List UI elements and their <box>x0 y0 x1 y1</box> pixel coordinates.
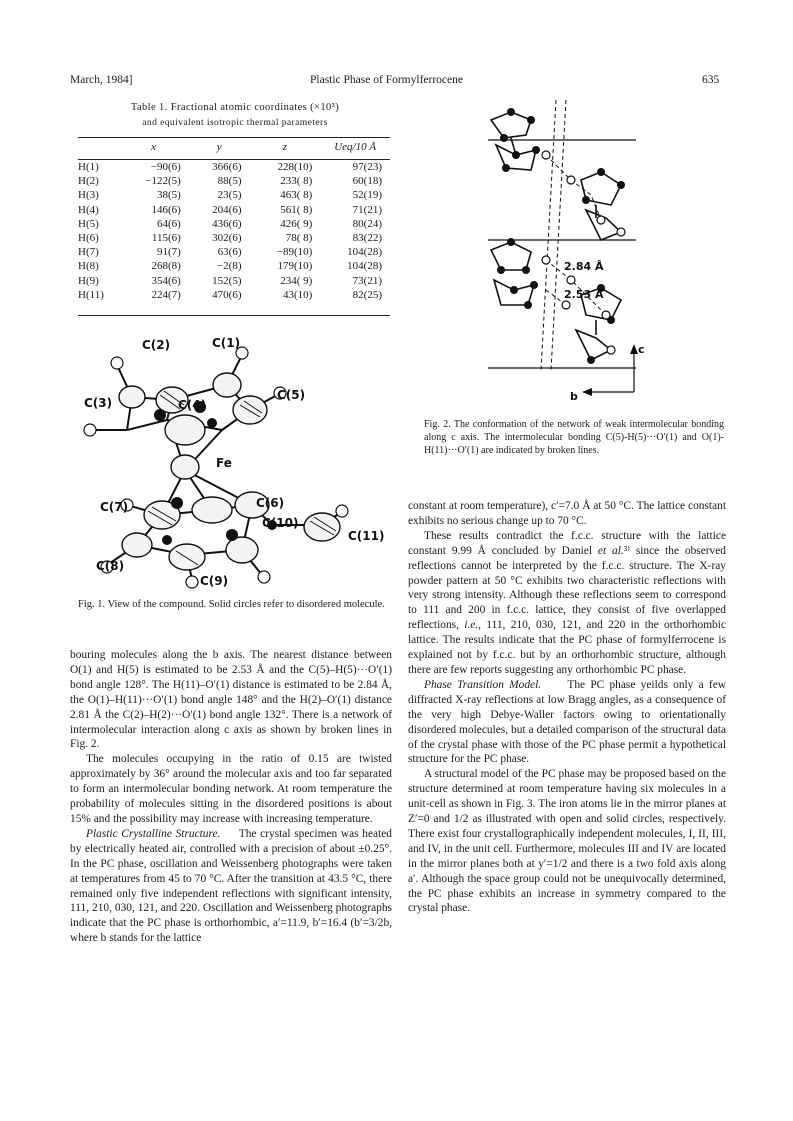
value-cell: 80(24) <box>352 217 382 230</box>
value-cell: 38(5) <box>156 189 181 202</box>
abbrev-ie: i.e., <box>464 619 481 632</box>
atom-label-fe: Fe <box>216 456 232 470</box>
citation-etal: et al. <box>597 544 624 557</box>
table-row <box>78 231 390 245</box>
atom-label-c2: C(2) <box>142 338 171 352</box>
table-row <box>78 217 390 231</box>
value-cell: 60(18) <box>352 175 382 188</box>
value-cell: 470(6) <box>212 288 242 301</box>
left-column-text <box>70 648 392 946</box>
atom-label-c10: C(10) <box>262 516 299 530</box>
atom-name-cell: H(5) <box>78 217 99 230</box>
value-cell: 82(25) <box>352 288 382 301</box>
paragraph: bouring molecules along the b axis. The nearest distance between O(1) and H(5) is estimated to be 2.53 Å and the C(5)–H(5)···O′(1) bond angle 128°. The H(11)–O′(1) distance is estimated to be 2.84 Å, the O(1)–H(11)···O′(1) bond angle 148° and the H(2)–O′(1) distance 2.81 Å the C(2)–H(2)···O′(1) bond angle 132°. There is a network of intermolecular interaction along c axis as shown by broken lines in Fig. 2. <box>70 649 392 751</box>
table-row <box>78 274 390 288</box>
value-cell: 78( 8) <box>285 232 313 245</box>
page-number: 635 <box>702 74 720 86</box>
table-row <box>78 288 390 302</box>
value-cell: 179(10) <box>277 260 313 273</box>
value-cell: 52(19) <box>352 189 382 202</box>
running-header-date: March, 1984] <box>70 74 133 86</box>
atom-name-cell: H(8) <box>78 260 99 273</box>
value-cell: 73(21) <box>352 274 382 287</box>
paragraph <box>70 827 392 946</box>
value-cell: 83(22) <box>352 232 382 245</box>
atom-label-c7: C(7) <box>100 500 129 514</box>
value-cell: −90(6) <box>150 161 181 173</box>
table-row <box>78 245 390 259</box>
atom-name-cell: H(3) <box>78 189 99 202</box>
value-cell: 63(6) <box>217 246 242 259</box>
figure-2-caption: Fig. 2. The conformation of the network of weak intermolecular bonding along c axis. The intermolecular bonding C(5)-H(5)···O′(1) and O(1)-H(11)···O′(1) are indicated by broken lines. <box>424 419 724 456</box>
value-cell: −122(5) <box>145 175 181 188</box>
value-cell: 233( 8) <box>280 175 313 188</box>
value-cell: 463( 8) <box>280 189 313 202</box>
value-cell: 71(21) <box>352 203 382 216</box>
table-row <box>78 188 390 202</box>
running-header-title: Plastic Phase of Formylferrocene <box>310 74 463 86</box>
paragraph-text: 111, 210, 030, 121, and 220 in the orthorhombic lattice. The results indicate that the PC phase of formylferrocene is explained not by f.c.c. but by an orthorhombic structure, although there are few reports suggesting any orthorhombic PC phase. <box>408 619 726 676</box>
paragraph: constant at room temperature), c′=7.0 Å at 50 °C. The lattice constant exhibits no serious change up to 70 °C. <box>408 500 726 527</box>
value-cell: 268(8) <box>151 260 181 273</box>
value-cell: 228(10) <box>277 161 313 173</box>
atom-name-cell: H(7) <box>78 246 99 259</box>
axis-label-b: b <box>570 390 578 403</box>
atom-name-cell: H(6) <box>78 232 99 245</box>
distance-label-2-84: 2.84 Å <box>564 260 604 273</box>
value-cell: 88(5) <box>217 175 242 188</box>
value-cell: −89(10) <box>276 246 313 259</box>
atom-name-cell: H(1) <box>78 161 99 173</box>
value-cell: 224(7) <box>151 288 181 301</box>
atom-label-c6: C(6) <box>256 496 285 510</box>
table-header-cell: Ueq/10 Å <box>320 138 390 160</box>
section-heading: Phase Transition Model. <box>424 678 542 691</box>
table-caption-line2: and equivalent isotropic thermal parameters <box>142 117 328 128</box>
value-cell: 436(6) <box>212 217 242 230</box>
figure-1-caption: Fig. 1. View of the compound. Solid circles refer to disordered molecule. <box>78 599 385 610</box>
table-caption-line1: Table 1. Fractional atomic coordinates (×10³) <box>130 102 340 113</box>
value-cell: 115(6) <box>151 232 181 245</box>
paragraph <box>408 678 726 767</box>
value-cell: 302(6) <box>212 232 242 245</box>
value-cell: 204(6) <box>212 203 242 216</box>
value-cell: 152(5) <box>212 274 242 287</box>
paragraph: The molecules occupying in the ratio of 0.15 are twisted approximately by 36° around the molecular axis and too far separated to form an intermolecular bonding network. At room temperature the probability of molecules sitting in the disordered positions is about 15% and the possibility may increase with increasing temperature. <box>70 753 392 825</box>
value-cell: 234( 9) <box>280 274 313 287</box>
table-header-cell <box>78 138 118 160</box>
section-heading: Plastic Crystalline Structure. <box>86 827 221 840</box>
table-header-cell: y <box>189 138 250 160</box>
atom-label-c1: C(1) <box>212 336 241 350</box>
paragraph-text: These results contradict the f.c.c. structure with the lattice constant 9.99 Å concluded by Daniel <box>408 529 726 557</box>
atom-label-c11: C(11) <box>348 529 385 543</box>
table-bottom-rule <box>78 315 390 316</box>
value-cell: 146(6) <box>151 203 181 216</box>
paragraph-text: since the observed reflections cannot be interpreted by the f.c.c. structure. The X-ray powder pattern at 50 °C exhibits two characteristic reflections with very strong intensity. Although these reflections seem to correspond to 111 and 200 in f.c.c. lattice, they consist of five overlapped reflections, <box>408 544 727 632</box>
value-cell: 354(6) <box>151 274 181 287</box>
atom-name-cell: H(11) <box>78 288 104 301</box>
coordinates-table <box>78 138 390 302</box>
value-cell: 64(6) <box>156 217 181 230</box>
value-cell: 91(7) <box>156 246 181 259</box>
table-row <box>78 174 390 188</box>
atom-name-cell: H(2) <box>78 175 99 188</box>
table-header-cell: z <box>250 138 321 160</box>
table-row <box>78 259 390 273</box>
value-cell: 23(5) <box>217 189 242 202</box>
value-cell: 561( 8) <box>280 203 313 216</box>
atom-label-c3: C(3) <box>84 396 113 410</box>
atom-label-c8: C(8) <box>96 559 125 573</box>
table-header-cell: x <box>118 138 189 160</box>
atom-label-c9: C(9) <box>200 574 229 588</box>
atom-label-c4: C(4) <box>178 398 207 412</box>
atom-name-cell: H(4) <box>78 203 99 216</box>
atom-name-cell: H(9) <box>78 274 99 287</box>
figure-2-network <box>486 100 646 410</box>
value-cell: 43(10) <box>282 288 313 301</box>
figure-1-molecule <box>72 335 402 595</box>
value-cell: 426( 9) <box>280 217 313 230</box>
value-cell: 97(23) <box>352 161 382 173</box>
distance-label-2-53: 2.53 Å <box>564 288 604 301</box>
value-cell: −2(8) <box>216 260 242 273</box>
value-cell: 104(28) <box>347 246 382 259</box>
table-header-row <box>78 138 390 160</box>
axis-label-c: c <box>638 343 645 356</box>
right-column-text <box>408 499 726 916</box>
paragraph <box>408 529 726 678</box>
citation-ref: ³⁾ <box>623 544 630 557</box>
value-cell: 366(6) <box>212 161 242 173</box>
value-cell: 104(28) <box>347 260 382 273</box>
paragraph: A structural model of the PC phase may be proposed based on the structure determined at room temperature having six molecules in a unit-cell as shown in Fig. 3. The iron atoms lie in the mirror planes at Z′=0 and 1/2 as illustrated with open and solid circles, respectively. There exist four crystallographically independent molecules, I, II, III, and IV, in the unit cell. Furthermore, molecules III and IV are located in the mirror planes both at y′=1/2 and there is a two fold axis along a′. Although the space group could not be unequivocally determined, the PC phase exhibits an increase in symmetry compared to the crystal phase. <box>408 768 726 915</box>
table-row <box>78 160 390 175</box>
table-row <box>78 203 390 217</box>
paragraph-text: The crystal specimen was heated by electrically heated air, controlled with a precision of about ±0.25°. In the PC phase, oscillation and Weissenberg photographs were taken at temperatures from 45 to 70 °C. After the transition at 43.5 °C, there remained only five independent reflections with significant intensity, 111, 210, 030, 121, and 220. Oscillation and Weissenberg photographs indicate that the PC phase is orthorhombic, a′=11.9, b′=16.4 (b′=3/2b, where b stands for the lattice <box>70 827 392 945</box>
atom-label-c5: C(5) <box>277 388 306 402</box>
paragraph-text: The PC phase yeilds only a few diffracted X-ray reflections at low Bragg angles, as a consequence of the very high Debye-Waller factors owing to orientationally disordered molecules, but a detailed comparison of the structural data of the crystal phase with those of the PC phase permit a hypothetical structure for the PC phase. <box>408 678 726 766</box>
